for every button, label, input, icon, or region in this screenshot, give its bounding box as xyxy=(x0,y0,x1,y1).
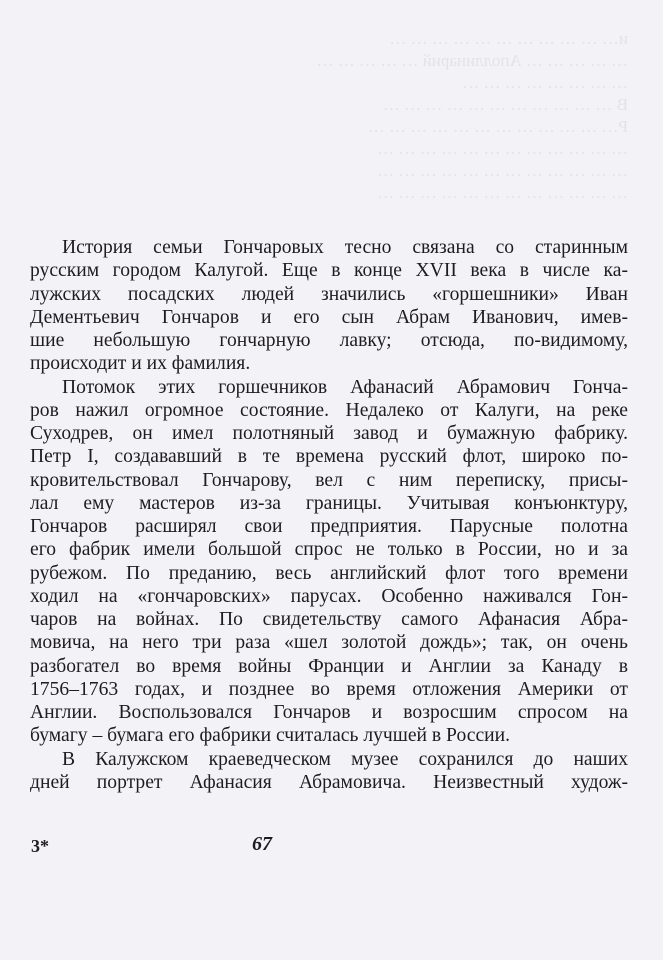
bleed-line: Р… … … … … … … … … … … … xyxy=(367,117,628,136)
text-line: В Калужском краеведческом музее сохранился до наших xyxy=(62,748,628,770)
text-line: лал ему мастеров из-за границы. Учитывая конъюнктуру, xyxy=(30,492,628,514)
text-line: бумагу – бумага его фабрики считалась лучшей в России. xyxy=(30,725,511,747)
page-body-text xyxy=(30,236,628,794)
bleed-line: … … … … … … … … xyxy=(462,73,628,92)
bleed-line: … … … … … … … … … … … … xyxy=(377,161,628,180)
text-line: Гончаров расширял свои предприятия. Парусные полотна xyxy=(30,516,628,537)
text-line: Англии. Воспользовался Гончаров и возросшим спросом на xyxy=(30,702,628,723)
signature-mark: 3* xyxy=(31,836,49,856)
paragraph xyxy=(30,236,628,376)
text-line: его фабрик имели большой спрос не только в России, но и за xyxy=(30,539,628,561)
text-line: кровительствовал Гончарову, вел с ним переписку, присы- xyxy=(30,469,628,491)
paragraph xyxy=(30,376,628,748)
text-line: ходил на «гончаровских» парусах. Особенно наживался Гон- xyxy=(30,585,628,607)
text-line: мовича, на него три раза «шел золотой дождь»; так, он очень xyxy=(30,632,628,654)
text-line: русским городом Калугой. Еще в конце XVII века в числе ка- xyxy=(30,260,628,282)
bleed-line: … … … … … Аполлинарий … … … … … xyxy=(316,51,628,70)
page-number: 67 xyxy=(252,833,272,855)
text-line: Суходрев, он имел полотняный завод и бумажную фабрику. xyxy=(30,423,628,444)
bleed-line: … … … … … … … … … … … … xyxy=(377,183,628,202)
text-line: История семьи Гончаровых тесно связана со старинным xyxy=(62,237,628,258)
paragraph xyxy=(30,748,628,795)
text-line: чаров на войнах. По свидетельству самого Афанасия Абра- xyxy=(30,609,628,630)
text-line: шие небольшую гончарную лавку; отсюда, по-видимому, xyxy=(30,330,628,351)
text-line: разбогател во время войны Франции и Англии за Канаду в xyxy=(30,655,628,677)
text-line: происходит и их фамилия. xyxy=(30,353,251,375)
text-line: рубежом. По преданию, весь английский флот того времени xyxy=(30,562,628,584)
bleed-line: … … … … … … … … … … … … xyxy=(377,139,628,158)
bleed-line: и… … … … … … … … … … … xyxy=(389,29,628,48)
text-line: Петр I, создававший в те времена русский флот, широко по- xyxy=(30,446,628,468)
text-line: Дементьевич Гончаров и его сын Абрам Иванович, имев- xyxy=(30,306,628,328)
text-line: лужских посадских людей значились «горшешники» Иван xyxy=(30,283,628,305)
text-line: 1756–1763 годах, и позднее во время отложения Америки от xyxy=(30,678,628,700)
text-line: Потомок этих горшечников Афанасий Абрамович Гонча- xyxy=(62,376,628,398)
bleed-through-text xyxy=(28,28,628,228)
text-line: дней портрет Афанасия Абрамовича. Неизвестный худож- xyxy=(30,771,628,793)
text-line: ров нажил огромное состояние. Недалеко от Калуги, на реке xyxy=(30,399,628,421)
bleed-line: В … … … … … … … … … … … xyxy=(382,95,628,114)
